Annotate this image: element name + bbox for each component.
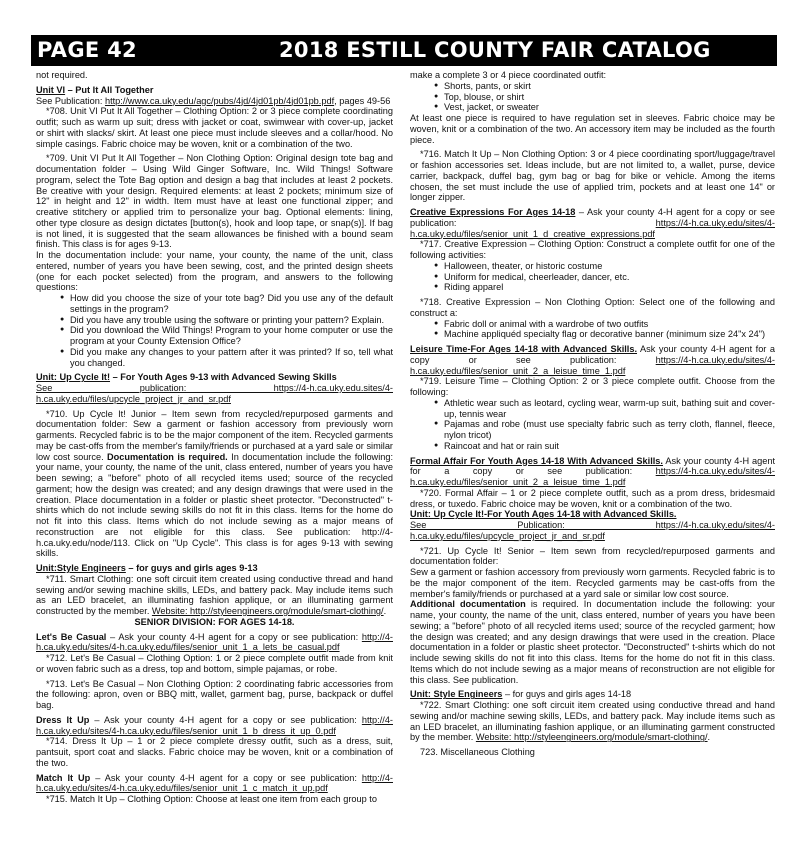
style-engineers-heading: Unit:Style Engineers – for guys and girls ages 9-13 <box>36 563 258 573</box>
list-item: ● Fabric doll or animal with a wardrobe of two outfits <box>434 319 775 330</box>
list-item: ● Halloween, theater, or historic costume <box>434 261 775 272</box>
class-715-note: At least one piece is required to have regulation set in sleeves. Fabric choice may be woven, knit or a combination of the two. An accessory item may be included as the fourth piece. <box>410 113 775 145</box>
class-718-options <box>434 319 775 341</box>
list-item: ● Riding apparel <box>434 282 775 293</box>
list-item: ● Did you make any changes to your pattern after it was printed? If so, tell what you changed. <box>60 347 393 369</box>
class-720: *720. Formal Affair – 1 or 2 piece complete outfit, such as a prom dress, bridesmaid dress, or tuxedo. Fabric choice may be woven, knit or a combination of the two. <box>410 487 775 509</box>
class-708: *708. Unit VI Put It All Together – Clothing Option: 2 or 3 piece complete coordinating outfit; such as warm up suit; dress with jacket or coat, swimwear with cover-up, jacket or shirt with slacks/ skirt. At least one piece must include sleeves and a collar/hood. No simple casings. Fabric choice may be woven, knit or a combination of the two. <box>36 106 393 149</box>
class-709: *709. Unit VI Put It All Together – Non Clothing Option: Original design tote bag and documentation folder – Using Wild Ginger Software, Inc. Wild Things! Software program, select the Tote Bag option and design a bag that includes at least 2 pockets. Be creative with your design. Required elements: at least 2 pockets; minimum size of 12" in height and 12" in width. Item must have at least one functional zipper; and creative stitchery or applied trim to personalize your bag. Optional elements: lining, other type closure as design dictates [button(s), hook and loop tape, or snap(s)]. If bag is not lined, it is suggested that the seam allowances be finished with a bound seam finish. This class is for ages 9-13. <box>36 153 393 250</box>
creative-publication-link[interactable]: https://4-h.ca.uky.edu/sites/4-h.ca.uky.edu/files/senior_unit_1_d_creative_expressions.pdf <box>410 217 775 239</box>
class-721: *721. Up Cycle It! Senior – Item sewn from recycled/repurposed garments and documentation folder: <box>410 545 775 567</box>
creative-heading: Creative Expressions For Ages 14-18 – Ask your county 4-H agent for a copy or see publication: https://4-h.ca.uky.edu/sites/4-h.ca.uky.edu/files/senior_unit_1_d_creative_expressions.pdf <box>410 207 775 239</box>
style-engineers-senior-heading: Unit: Style Engineers – for guys and girls ages 14-18 <box>410 689 632 700</box>
class-722: *722. Smart Clothing: one soft circuit item created using conductive thread and hand sewing and/or machine sewing skills, LEDs, and battery pack. May include items such as an LED bracelet, an illuminating fashion applique, or an illuminating garment constructed by the member. Website: http://styleengineers.org/module/smart-clothing/. <box>410 700 775 743</box>
match-heading: Match It Up – Ask your county 4-H agent for a copy or see publication: http://4-h.ca.uky.edu/sites/4-h.ca.uky.edu/files/senior_unit_1_c_match_it_up.pdf <box>36 772 393 794</box>
intro-text: not required. <box>36 70 88 80</box>
class-717-activities <box>434 261 775 293</box>
catalog-title: 2018 ESTILL COUNTY FAIR CATALOG <box>279 38 711 62</box>
class-716: *716. Match It Up – Non Clothing Option: 3 or 4 piece coordinating sport/luggage/travel or fashion accessories set. Ideas include, but are not limited to, a wallet, purse, device carrier, backpack, duffel bag, gym bag or bag for bike or vehicle. Among the items chosen, the set must include the use of applied trim, pockets and at least one 14" or longer zipper. <box>410 149 775 203</box>
upcycle-heading: Unit: Up Cycle It! – For Youth Ages 9-13 with Advanced Sewing Skills <box>36 372 337 383</box>
list-item: ● Did you have any trouble using the software or printing your pattern? Explain. <box>60 315 393 326</box>
leisure-heading: Leisure Time-For Ages 14-18 with Advanced Skills. Ask your county 4-H agent for a copy or see publication: https://4-h.ca.uky.edu/sites/4-h.ca.uky.edu/files/senior_unit_2_a_leisue_time_1.pdf <box>410 344 775 376</box>
style-engineers-senior-link[interactable]: Website: http://styleengineers.org/module/smart-clothing/ <box>475 732 708 743</box>
class-721-documentation: Additional documentation is required. In documentation include the following: your name, your county, the name of the unit, class entered, number of years you have been sewing; a "before" photo of all recycled items used; source of the recycled garment; how the design was created; and any design drawings that were used in the creation. Place documentation in a folder or plastic sheet protector. "Deconstructed" t-shirts which do not include sewing skills do not fit into this class. Items for the home do not fit in this class. Items which do not include sewing as a major means of reconstruction are not eligible for this class. See publication. <box>410 599 775 685</box>
class-718: *718. Creative Expression – Non Clothing Option: Select one of the following and construct a: <box>410 297 775 318</box>
page-number: PAGE 42 <box>37 38 137 62</box>
formal-heading: Formal Affair For Youth Ages 14-18 With Advanced Skills. Ask your county 4-H agent for a copy or see publication: https://4-h.ca.uky.edu/sites/4-h.ca.uky.edu/files/senior_unit_2_a_leisue_time_1.pdf <box>410 455 775 487</box>
class-719-options <box>434 398 775 452</box>
upcycle-senior-publication-link[interactable]: See Publication: https://4-h.ca.uky.edu/sites/4-h.ca.uky.edu/files/upcycle_project_jr_and_sr.pdf <box>410 520 775 541</box>
formal-publication-link[interactable]: https://4-h.ca.uky.edu/sites/4-h.ca.uky.edu/files/senior_unit_2_a_leisue_time_1.pdf <box>410 466 775 487</box>
list-item: ● Pajamas and robe (must use specialty fabric such as terry cloth, flannel, fleece, nylon tricot) <box>434 419 775 441</box>
right-column <box>410 70 775 848</box>
senior-division-heading: SENIOR DIVISION: FOR AGES 14-18. <box>134 616 295 627</box>
class-713: *713. Let's Be Casual – Non Clothing Option: 2 coordinating fabric accessories from the following: apron, oven or BBQ mitt, wallet, garment bag, purse, backpack or duffel bag. <box>36 678 393 710</box>
class-715-continued: make a complete 3 or 4 piece coordinated outfit: <box>410 70 607 80</box>
dress-heading: Dress It Up – Ask your county 4-H agent for a copy or see publication: http://4-h.ca.uky.edu/sites/4-h.ca.uky.edu/files/senior_unit_1_b_dress_it_up_0.pdf <box>36 714 393 736</box>
class-717: *717. Creative Expression – Clothing Option: Construct a complete outfit for one of the following activities: <box>410 239 775 260</box>
left-column <box>36 70 393 848</box>
class-723: 723. Miscellaneous Clothing <box>420 747 535 757</box>
class-711: *711. Smart Clothing: one soft circuit item created using conductive thread and hand sewing and/or sewing machine skills, LEDs, and battery pack. May include items such as an LED bracelet, an illuminating fashion applique, or an illuminating garment constructed by the member. Website: http://styleengineers.org/module/smart-clothing/. <box>36 573 393 616</box>
leisure-publication-link[interactable]: https://4-h.ca.uky.edu/sites/4-h.ca.uky.edu/files/senior_unit_2_a_leisue_time_1.pdf <box>410 354 775 376</box>
list-item: ● Top, blouse, or shirt <box>434 92 775 103</box>
unit6-heading: Unit VI – Put It All Together <box>36 84 154 95</box>
page-header <box>31 35 777 66</box>
class-709-documentation: In the documentation include: your name, your county, the name of the unit, class entered, number of years you have been sewing, cost, and the printed design sheets (one for each pocket selected) from the program, and answers to the following questions: <box>36 250 393 293</box>
list-item: ● Machine appliquéd specialty flag or decorative banner (minimum size 24"x 24") <box>434 329 775 340</box>
class-710: *710. Up Cycle It! Junior – Item sewn from recycled/repurposed garments and documentation folder: Sew a garment or fashion accessory from previously worn garments. Recycled fabric is to be the major component of the item. Recycled garments may be cast-offs from the member's family/friends or purchased at a yard sale or similar low cost source. Documentation is required. In documentation include the following: your name, your county, the name of the unit, class entered, number of years you have been sewing; a "before" photo of all recycled items used; source of the recycled garment; how the design was created; and any design drawings that were used in the creation. Place documentation in a folder or plastic sheet protector. "Deconstructed" t-shirts which do not include sewing skills do not fit in this class. Items for the home do not fit into this class. Items which do not include sewing as a major means of reconstruction are not eligible for this class. See publication: http://4-h.ca.uky.edu/node/113. Click on "Up Cycle". This class is for ages 9-13 with sewing skills. <box>36 408 393 559</box>
class-709-questions <box>60 293 393 368</box>
class-715: *715. Match It Up – Clothing Option: Choose at least one item from each group to <box>46 794 377 804</box>
list-item: ● Shorts, pants, or skirt <box>434 81 775 92</box>
class-715-groups <box>434 81 775 113</box>
casual-publication-link[interactable]: http://4-h.ca.uky.edu/sites/4-h.ca.uky.edu/files/senior_unit_1_a_lets_be_casual.pdf <box>36 631 393 653</box>
unit6-publication-link[interactable]: http://www.ca.uky.edu/agc/pubs/4jd/4jd01pb/4jd01pb.pdf <box>104 95 335 106</box>
list-item: ● Did you download the Wild Things! Program to your home computer or use the program at your County Extension Office? <box>60 325 393 347</box>
class-714: *714. Dress It Up – 1 or 2 piece complete dressy outfit, such as a dress, suit, pantsuit, sport coat and slacks. Fabric choice may be woven, knit or a combination of the two. <box>36 736 393 768</box>
list-item: ● Vest, jacket, or sweater <box>434 102 775 113</box>
upcycle-senior-heading: Unit: Up Cycle It!-For Youth Ages 14-18 with Advanced Skills. <box>410 509 677 520</box>
class-719: *719. Leisure Time – Clothing Option: 2 or 3 piece complete outfit. Choose from the following: <box>410 376 775 397</box>
unit6-publication: See Publication: http://www.ca.uky.edu/agc/pubs/4jd/4jd01pb/4jd01pb.pdf, pages 49-56 <box>36 95 391 106</box>
list-item: ● How did you choose the size of your tote bag? Did you use any of the default settings in the program? <box>60 293 393 315</box>
list-item: ● Raincoat and hat or rain suit <box>434 441 775 452</box>
list-item: ● Uniform for medical, cheerleader, dancer, etc. <box>434 272 775 283</box>
dress-publication-link[interactable]: http://4-h.ca.uky.edu/sites/4-h.ca.uky.edu/files/senior_unit_1_b_dress_it_up_0.pdf <box>36 714 393 736</box>
list-item: ● Athletic wear such as leotard, cycling wear, warm-up suit, bathing suit and cover-up, tennis wear <box>434 398 775 420</box>
casual-heading: Let's Be Casual – Ask your county 4-H agent for a copy or see publication: http://4-h.ca.uky.edu/sites/4-h.ca.uky.edu/files/senior_unit_1_a_lets_be_casual.pdf <box>36 631 393 653</box>
style-engineers-link[interactable]: Website: http://styleengineers.org/module/smart-clothing/ <box>151 606 384 616</box>
upcycle-publication-link[interactable]: See publication: https://4-h.ca.uky.edu.sites/4-h.ca.uky.edu/files/upcycle_project_jr_and_sr.pdf <box>36 383 393 404</box>
match-publication-link[interactable]: http://4-h.ca.uky.edu/sites/4-h.ca.uky.edu/files/senior_unit_1_c_match_it_up.pdf <box>36 772 393 794</box>
class-721-description: Sew a garment or fashion accessory from previously worn garments. Recycled fabric is to be the major component of the item. Recycled garments may be cast-offs from the member's family/friends or purchased at a yard sale or similar low cost source. <box>410 567 775 599</box>
class-712: *712. Let's Be Casual – Clothing Option: 1 or 2 piece complete outfit made from knit or woven fabric such as a dress, top and bottom, simple pajamas, or robe. <box>36 653 393 674</box>
